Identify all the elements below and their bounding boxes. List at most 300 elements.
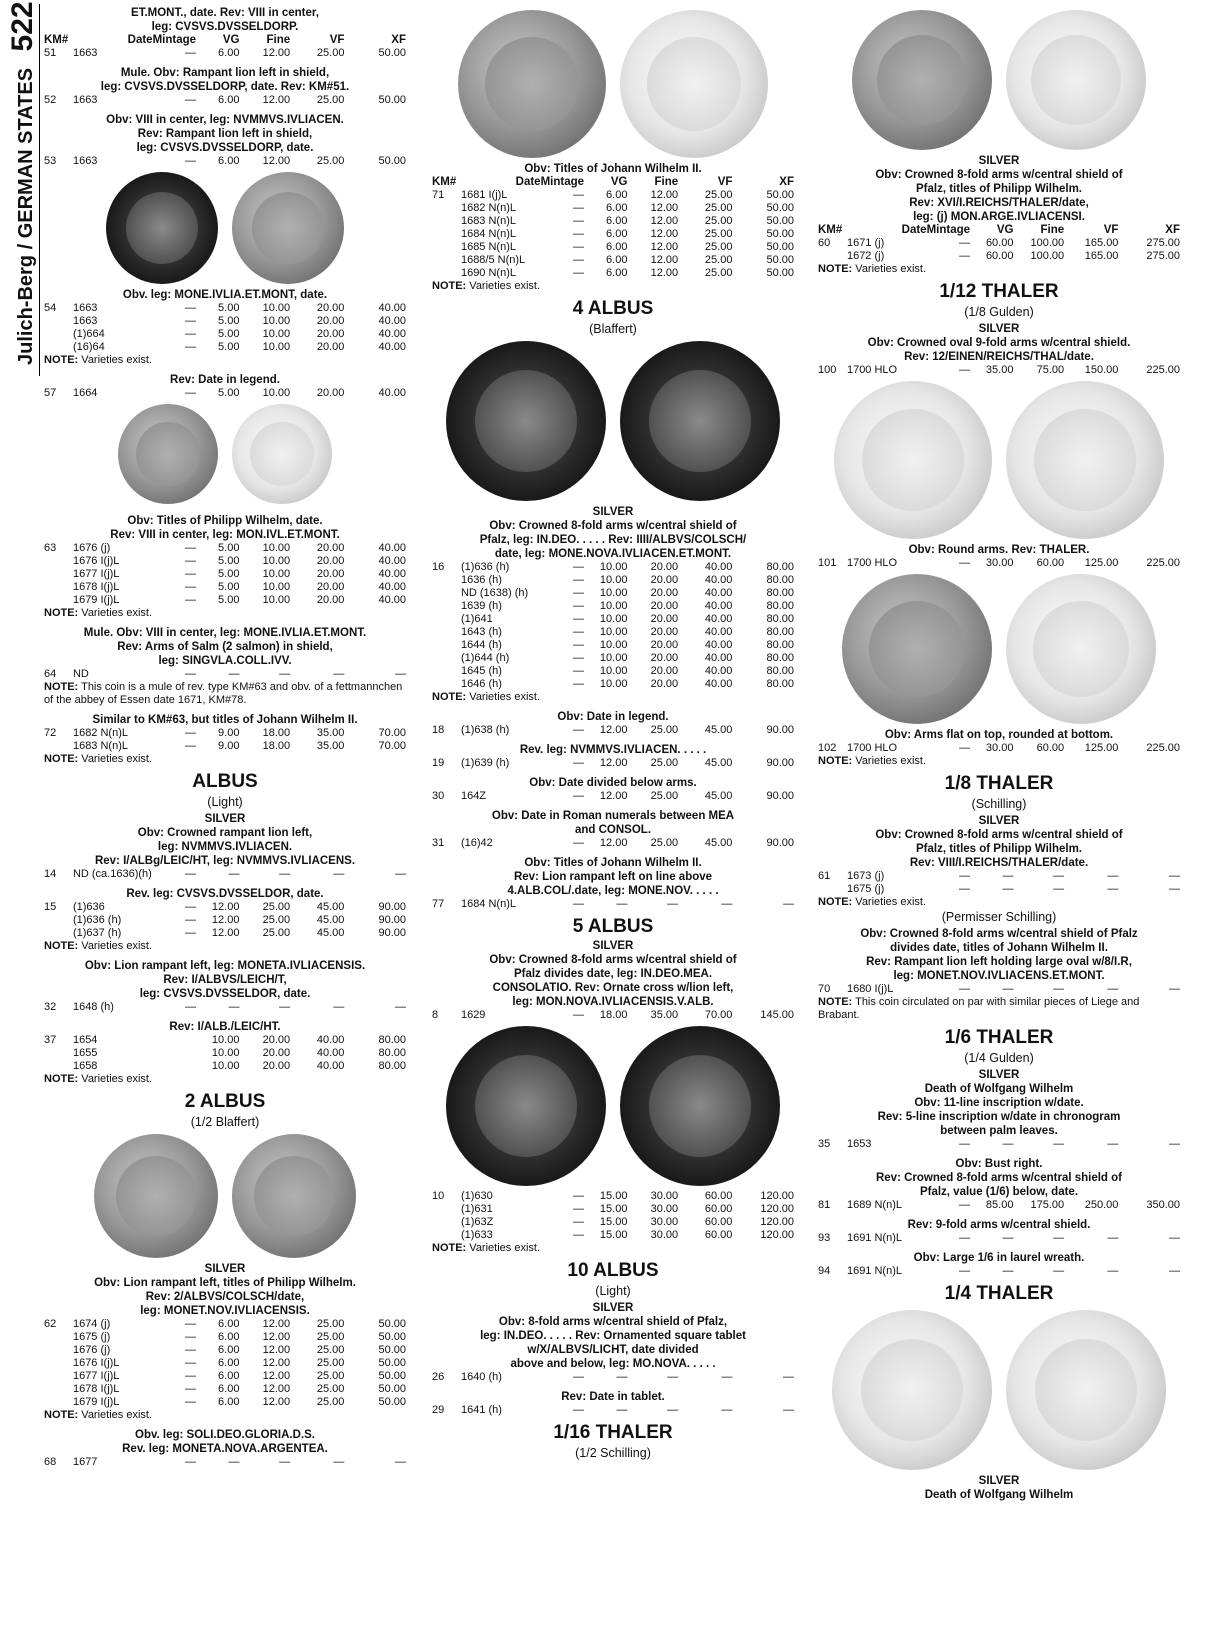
price-table bbox=[44, 34, 406, 60]
value-cell: 12.00 bbox=[211, 914, 240, 926]
text-line: XF bbox=[391, 34, 406, 46]
value-cell: 25.00 bbox=[262, 901, 291, 913]
metal-label: SILVER bbox=[978, 815, 1020, 827]
coin-images bbox=[44, 172, 406, 284]
note bbox=[44, 1409, 406, 1422]
table-row bbox=[432, 898, 794, 911]
value-cell: 50.00 bbox=[766, 228, 794, 240]
price-table bbox=[432, 790, 794, 803]
value-cell: 6.00 bbox=[606, 189, 628, 201]
value-cell: 90.00 bbox=[766, 757, 794, 769]
table-row bbox=[432, 254, 794, 267]
text-line: CONSOLATIO. Rev: Ornate cross w/lion left, bbox=[492, 982, 734, 994]
value-cell: — bbox=[959, 1138, 971, 1150]
value-cell: — bbox=[959, 364, 971, 376]
value-cell: 25.00 bbox=[704, 189, 733, 201]
value-cell: — bbox=[783, 1404, 794, 1416]
value-cell: — bbox=[228, 1456, 240, 1468]
value-cell: — bbox=[279, 1001, 291, 1013]
text-line: Rev: Rampant lion left in shield, bbox=[137, 128, 313, 140]
value-cell: — bbox=[783, 1371, 794, 1383]
km-number bbox=[44, 568, 73, 581]
km-number: 77 bbox=[432, 898, 445, 910]
value-cell: 9.00 bbox=[218, 740, 240, 752]
metal-label: SILVER bbox=[204, 813, 246, 825]
value-cell: 60.00 bbox=[1036, 742, 1065, 754]
value-cell: 20.00 bbox=[262, 1060, 291, 1072]
km-number bbox=[818, 250, 847, 263]
text-line: Rev: XVI/I.REICHS/THALER/date, bbox=[909, 197, 1089, 209]
table-row bbox=[44, 555, 406, 568]
date-cell: 1683 N(n)L bbox=[72, 740, 128, 752]
text-line: Rev: VIII/I.REICHS/THALER/date. bbox=[909, 857, 1089, 869]
value-cell bbox=[153, 1047, 196, 1060]
text-line: Obv: Crowned 8-fold arms w/central shield of bbox=[489, 954, 737, 966]
price-table bbox=[432, 561, 794, 691]
value-cell: 80.00 bbox=[766, 613, 794, 625]
value-cell: 6.00 bbox=[218, 155, 240, 167]
value-cell: 25.00 bbox=[316, 1383, 345, 1395]
metal-label: SILVER bbox=[978, 155, 1020, 167]
note bbox=[818, 896, 1180, 909]
value-cell: — bbox=[1107, 883, 1119, 895]
metal-label: SILVER bbox=[978, 1069, 1020, 1081]
date-cell: 1676 (j) bbox=[72, 542, 111, 554]
value-cell: — bbox=[1053, 870, 1065, 882]
table-row bbox=[432, 652, 794, 665]
section-subheading: (Blaffert) bbox=[589, 322, 637, 336]
km-number: 93 bbox=[818, 1232, 831, 1244]
km-number: 64 bbox=[44, 668, 57, 680]
date-cell: 1681 I(j)L bbox=[460, 189, 508, 201]
km-number bbox=[432, 626, 461, 639]
km-number bbox=[432, 678, 461, 691]
value-cell: — bbox=[185, 1318, 197, 1330]
value-cell: 12.00 bbox=[262, 155, 291, 167]
km-number bbox=[432, 587, 461, 600]
value-cell: 45.00 bbox=[704, 757, 733, 769]
value-cell: 25.00 bbox=[316, 47, 345, 59]
text-line: Pfalz, value (1/6) below, date. bbox=[919, 1186, 1079, 1198]
km-number bbox=[44, 1370, 73, 1383]
km-number: 29 bbox=[432, 1404, 445, 1416]
value-cell: 20.00 bbox=[316, 568, 345, 580]
km-number: 8 bbox=[432, 1009, 439, 1021]
text-line: Date bbox=[515, 176, 541, 188]
value-cell: 25.00 bbox=[650, 790, 679, 802]
date-cell: 1654 bbox=[72, 1034, 98, 1046]
km-number bbox=[432, 202, 461, 215]
value-cell: — bbox=[185, 1456, 197, 1468]
value-cell: 20.00 bbox=[650, 613, 679, 625]
desc bbox=[432, 1315, 794, 1371]
value-cell: 25.00 bbox=[704, 267, 733, 279]
value-cell: 50.00 bbox=[378, 1318, 406, 1330]
desc bbox=[818, 1157, 1180, 1199]
section-subheading: (1/2 Blaffert) bbox=[190, 1115, 260, 1129]
price-table bbox=[432, 757, 794, 770]
value-cell: — bbox=[573, 665, 585, 677]
date-cell: (1)630 bbox=[460, 1190, 493, 1202]
price-table bbox=[818, 224, 1180, 263]
value-cell: 12.00 bbox=[262, 1396, 291, 1408]
date-cell: 1682 N(n)L bbox=[460, 202, 516, 214]
table-row bbox=[818, 364, 1180, 377]
value-cell: 50.00 bbox=[766, 215, 794, 227]
table-row bbox=[44, 727, 406, 740]
value-cell: — bbox=[573, 652, 585, 664]
note bbox=[44, 1073, 406, 1086]
value-cell: 6.00 bbox=[606, 254, 628, 266]
value-cell: 35.00 bbox=[316, 727, 345, 739]
text-line: Obv: Crowned oval 9-fold arms w/central shield. bbox=[867, 337, 1131, 349]
text-line: VG bbox=[222, 34, 240, 46]
value-cell: — bbox=[959, 883, 971, 895]
note bbox=[44, 753, 406, 766]
value-cell: 30.00 bbox=[985, 557, 1014, 569]
value-cell: 6.00 bbox=[606, 228, 628, 240]
value-cell: 80.00 bbox=[766, 626, 794, 638]
text-line: Death of Wolfgang Wilhelm bbox=[924, 1489, 1074, 1501]
text-line: NOTE: bbox=[44, 753, 79, 765]
value-cell: 6.00 bbox=[606, 202, 628, 214]
value-cell: 12.00 bbox=[262, 47, 291, 59]
value-cell: 50.00 bbox=[378, 155, 406, 167]
value-cell: — bbox=[616, 898, 628, 910]
table-row bbox=[44, 581, 406, 594]
value-cell: 12.00 bbox=[262, 1383, 291, 1395]
value-cell: — bbox=[959, 1199, 971, 1211]
text-line: Varieties exist. bbox=[81, 1409, 153, 1421]
desc: Obv: Large 1/6 in laurel wreath. bbox=[913, 1252, 1085, 1264]
value-cell: — bbox=[573, 837, 585, 849]
text-line: between palm leaves. bbox=[940, 1125, 1058, 1137]
date-cell: (1)636 (h) bbox=[460, 561, 510, 573]
value-cell: — bbox=[228, 1001, 240, 1013]
text-line: NOTE: bbox=[44, 1073, 79, 1085]
note bbox=[432, 691, 794, 704]
value-cell: 40.00 bbox=[378, 581, 406, 593]
date-cell: 1658 bbox=[72, 1060, 98, 1072]
price-table bbox=[818, 1232, 1180, 1245]
value-cell: 6.00 bbox=[218, 1318, 240, 1330]
text-line: w/X/ALBVS/LICHT, date divided bbox=[527, 1344, 699, 1356]
value-cell: 60.00 bbox=[1036, 557, 1065, 569]
value-cell: 20.00 bbox=[650, 626, 679, 638]
value-cell: 45.00 bbox=[316, 927, 345, 939]
date-cell: (1)639 (h) bbox=[460, 757, 510, 769]
value-cell: 125.00 bbox=[1084, 742, 1119, 754]
value-cell: 20.00 bbox=[650, 652, 679, 664]
price-table bbox=[432, 724, 794, 737]
table-row bbox=[818, 983, 1180, 996]
value-cell: 120.00 bbox=[760, 1216, 794, 1228]
price-table bbox=[44, 302, 406, 354]
date-cell: 1673 (j) bbox=[846, 870, 885, 882]
text-line: Obv: Bust right. bbox=[955, 1158, 1043, 1170]
value-cell: 25.00 bbox=[650, 724, 679, 736]
desc bbox=[818, 927, 1180, 983]
km-number bbox=[44, 1396, 73, 1409]
value-cell: — bbox=[228, 868, 240, 880]
value-cell: — bbox=[1002, 883, 1014, 895]
coin-reverse-image bbox=[1006, 10, 1146, 150]
value-cell: — bbox=[616, 1371, 628, 1383]
km-number: 15 bbox=[44, 901, 57, 913]
value-cell: 10.00 bbox=[599, 561, 628, 573]
desc bbox=[44, 6, 406, 34]
value-cell: 50.00 bbox=[378, 1383, 406, 1395]
text-line: KM# bbox=[44, 34, 69, 46]
value-cell: 20.00 bbox=[650, 665, 679, 677]
date-cell: 1676 I(j)L bbox=[72, 555, 120, 567]
value-cell: 20.00 bbox=[316, 315, 345, 327]
header-rule bbox=[39, 4, 40, 376]
date-cell: (16)42 bbox=[460, 837, 493, 849]
date-cell: 1629 bbox=[460, 1009, 486, 1021]
km-number: 81 bbox=[818, 1199, 831, 1211]
value-cell: 15.00 bbox=[599, 1203, 628, 1215]
value-cell: 25.00 bbox=[262, 927, 291, 939]
km-number bbox=[432, 639, 461, 652]
price-table bbox=[44, 155, 406, 168]
value-cell: — bbox=[573, 1203, 585, 1215]
date-cell: 1678 I(j)L bbox=[72, 1383, 120, 1395]
value-cell: 12.00 bbox=[599, 724, 628, 736]
km-number bbox=[432, 1229, 461, 1242]
value-cell: 50.00 bbox=[378, 1344, 406, 1356]
text-line: NOTE: bbox=[44, 607, 79, 619]
value-cell: 50.00 bbox=[766, 267, 794, 279]
value-cell: 12.00 bbox=[650, 267, 679, 279]
km-number: 72 bbox=[44, 727, 57, 739]
km-number: 57 bbox=[44, 387, 57, 399]
text-line: Obv: Lion rampant left, leg: MONETA.IVLIACENSIS. bbox=[84, 960, 366, 972]
value-cell: 60.00 bbox=[985, 237, 1014, 249]
value-cell: — bbox=[721, 1371, 733, 1383]
km-number bbox=[432, 228, 461, 241]
metal-label: SILVER bbox=[592, 1302, 634, 1314]
column-2 bbox=[432, 6, 794, 1463]
table-row bbox=[44, 901, 406, 914]
value-cell: 20.00 bbox=[650, 678, 679, 690]
value-cell: 5.00 bbox=[218, 387, 240, 399]
text-line: NOTE: bbox=[818, 896, 853, 908]
km-number bbox=[432, 600, 461, 613]
km-number bbox=[44, 555, 73, 568]
text-line: Rev: 5-line inscription w/date in chronogram bbox=[877, 1111, 1121, 1123]
value-cell: 35.00 bbox=[985, 364, 1014, 376]
text-line: leg: (j) MON.ARGE.IVLIACENSI. bbox=[913, 211, 1085, 223]
coin-reverse-image bbox=[232, 1134, 356, 1258]
value-cell: — bbox=[616, 1404, 628, 1416]
value-cell: 40.00 bbox=[378, 594, 406, 606]
text-line: Obv: Titles of Philipp Wilhelm, date. bbox=[127, 515, 323, 527]
value-cell: — bbox=[185, 1383, 197, 1395]
value-cell: 10.00 bbox=[599, 574, 628, 586]
table-row bbox=[44, 1318, 406, 1331]
text-line: This coin is a mule of rev. type KM#63 and obv. of a fettmannchen of the abbey of Essen date 1671, KM#78. bbox=[44, 681, 403, 706]
value-cell: — bbox=[573, 600, 585, 612]
km-number: 63 bbox=[44, 542, 57, 554]
side-header bbox=[2, 0, 42, 380]
price-table bbox=[44, 868, 406, 881]
section-title: Julich-Berg / GERMAN STATES bbox=[15, 67, 37, 365]
km-number: 94 bbox=[818, 1265, 831, 1277]
value-cell: 10.00 bbox=[211, 1034, 240, 1046]
table-row bbox=[44, 1331, 406, 1344]
text-line: Rev: Crowned 8-fold arms w/central shield of bbox=[875, 1172, 1123, 1184]
value-cell: 10.00 bbox=[262, 341, 291, 353]
value-cell: 18.00 bbox=[262, 727, 291, 739]
value-cell: 6.00 bbox=[218, 1370, 240, 1382]
value-cell: 20.00 bbox=[316, 581, 345, 593]
desc bbox=[432, 519, 794, 561]
table-row bbox=[432, 189, 794, 202]
value-cell: 25.00 bbox=[316, 1318, 345, 1330]
value-cell: 10.00 bbox=[599, 600, 628, 612]
km-number: 14 bbox=[44, 868, 57, 880]
price-table bbox=[44, 387, 406, 400]
value-cell: — bbox=[1053, 1265, 1065, 1277]
coin-reverse-image bbox=[620, 1026, 780, 1186]
value-cell: — bbox=[573, 790, 585, 802]
note bbox=[818, 996, 1180, 1022]
text-line: leg: MONET.NOV.IVLIACENS.ET.MONT. bbox=[893, 970, 1105, 982]
value-cell: 50.00 bbox=[378, 1357, 406, 1369]
value-cell: — bbox=[1169, 883, 1180, 895]
desc bbox=[44, 113, 406, 155]
table-row bbox=[432, 678, 794, 691]
value-cell: 50.00 bbox=[378, 47, 406, 59]
value-cell: 10.00 bbox=[599, 613, 628, 625]
value-cell: 10.00 bbox=[599, 652, 628, 664]
value-cell: — bbox=[573, 678, 585, 690]
text-line: NOTE: bbox=[432, 691, 467, 703]
value-cell: 50.00 bbox=[766, 241, 794, 253]
text-line: leg: MONET.NOV.IVLIACENSIS. bbox=[140, 1305, 310, 1317]
value-cell: — bbox=[1002, 1265, 1014, 1277]
price-table bbox=[44, 94, 406, 107]
price-table bbox=[432, 837, 794, 850]
value-cell: 40.00 bbox=[378, 302, 406, 314]
text-line: date, leg: MONE.NOVA.IVLIACEN.ET.MONT. bbox=[494, 548, 732, 560]
desc: Obv: Titles of Johann Wilhelm II. bbox=[524, 163, 702, 175]
value-cell: 5.00 bbox=[218, 555, 240, 567]
value-cell: 40.00 bbox=[704, 613, 733, 625]
value-cell: — bbox=[1053, 1138, 1065, 1150]
desc bbox=[44, 1276, 406, 1318]
value-cell: 25.00 bbox=[316, 1396, 345, 1408]
value-cell: 80.00 bbox=[378, 1034, 406, 1046]
value-cell: — bbox=[959, 983, 971, 995]
coin-obverse-image bbox=[852, 10, 992, 150]
value-cell: 9.00 bbox=[218, 727, 240, 739]
value-cell: 90.00 bbox=[766, 837, 794, 849]
value-cell: 40.00 bbox=[378, 568, 406, 580]
value-cell: 50.00 bbox=[766, 189, 794, 201]
value-cell: 6.00 bbox=[606, 267, 628, 279]
value-cell: 25.00 bbox=[316, 1357, 345, 1369]
value-cell: 40.00 bbox=[316, 1047, 345, 1059]
text-line: NOTE: bbox=[818, 263, 853, 275]
value-cell: 80.00 bbox=[766, 574, 794, 586]
value-cell: — bbox=[185, 1331, 197, 1343]
table-row bbox=[44, 1396, 406, 1409]
note bbox=[44, 354, 406, 367]
text-line: Rev: Rampant lion left holding large oval w/8/I.R, bbox=[866, 956, 1132, 968]
table-row bbox=[44, 542, 406, 555]
value-cell: 10.00 bbox=[599, 587, 628, 599]
date-cell: 1679 I(j)L bbox=[72, 1396, 120, 1408]
value-cell: 12.00 bbox=[650, 228, 679, 240]
table-row bbox=[44, 740, 406, 753]
value-cell: 80.00 bbox=[766, 665, 794, 677]
text-line: KM# bbox=[818, 224, 843, 236]
desc: Obv. leg: MONE.IVLIA.ET.MONT, date. bbox=[122, 289, 328, 301]
value-cell: — bbox=[185, 1396, 197, 1408]
text-line: Mule. Obv: VIII in center, leg: MONE.IVLIA.ET.MONT. bbox=[83, 627, 367, 639]
table-row bbox=[44, 1370, 406, 1383]
value-cell: 6.00 bbox=[218, 1357, 240, 1369]
value-cell: 12.00 bbox=[262, 1357, 291, 1369]
date-cell: 1691 N(n)L bbox=[846, 1265, 902, 1277]
value-cell: — bbox=[573, 267, 585, 279]
section-heading: 1/12 THALER bbox=[939, 281, 1059, 302]
text-line: XF bbox=[1165, 224, 1180, 236]
text-line: Obv: Crowned 8-fold arms w/central shield of Pfalz bbox=[860, 928, 1138, 940]
table-row bbox=[44, 1001, 406, 1014]
date-cell: (1)631 bbox=[460, 1203, 493, 1215]
value-cell: — bbox=[959, 742, 971, 754]
table-header-row bbox=[818, 224, 1180, 237]
value-cell: — bbox=[279, 668, 291, 680]
value-cell: 12.00 bbox=[262, 1318, 291, 1330]
table-row bbox=[44, 868, 406, 881]
value-cell: 100.00 bbox=[1030, 237, 1065, 249]
date-cell: 1663 bbox=[72, 155, 98, 167]
desc: Obv: Date in legend. bbox=[557, 711, 669, 723]
text-line: Varieties exist. bbox=[855, 263, 927, 275]
km-number: 51 bbox=[44, 47, 57, 59]
value-cell: 20.00 bbox=[650, 600, 679, 612]
value-cell: 85.00 bbox=[985, 1199, 1014, 1211]
value-cell: 120.00 bbox=[760, 1203, 794, 1215]
date-cell: 1689 N(n)L bbox=[846, 1199, 902, 1211]
desc: Rev. leg: CVSVS.DVSSELDOR, date. bbox=[126, 888, 324, 900]
value-cell: 25.00 bbox=[704, 202, 733, 214]
text-line: VF bbox=[717, 176, 733, 188]
value-cell: 350.00 bbox=[1146, 1199, 1180, 1211]
value-cell: — bbox=[185, 341, 197, 353]
value-cell: 225.00 bbox=[1146, 557, 1180, 569]
value-cell: 60.00 bbox=[985, 250, 1014, 262]
date-cell: 1655 bbox=[72, 1047, 98, 1059]
coin-reverse-image bbox=[620, 10, 768, 158]
price-table bbox=[44, 1001, 406, 1014]
km-number: 68 bbox=[44, 1456, 57, 1468]
value-cell: 10.00 bbox=[211, 1047, 240, 1059]
value-cell: 5.00 bbox=[218, 568, 240, 580]
value-cell: — bbox=[185, 94, 197, 106]
date-cell: 1691 N(n)L bbox=[846, 1232, 902, 1244]
km-number: 54 bbox=[44, 302, 57, 314]
text-line: Obv: Titles of Johann Wilhelm II. bbox=[524, 857, 702, 869]
value-cell: 5.00 bbox=[218, 594, 240, 606]
value-cell: 100.00 bbox=[1030, 250, 1065, 262]
value-cell: — bbox=[1107, 1138, 1119, 1150]
table-row bbox=[44, 1357, 406, 1370]
